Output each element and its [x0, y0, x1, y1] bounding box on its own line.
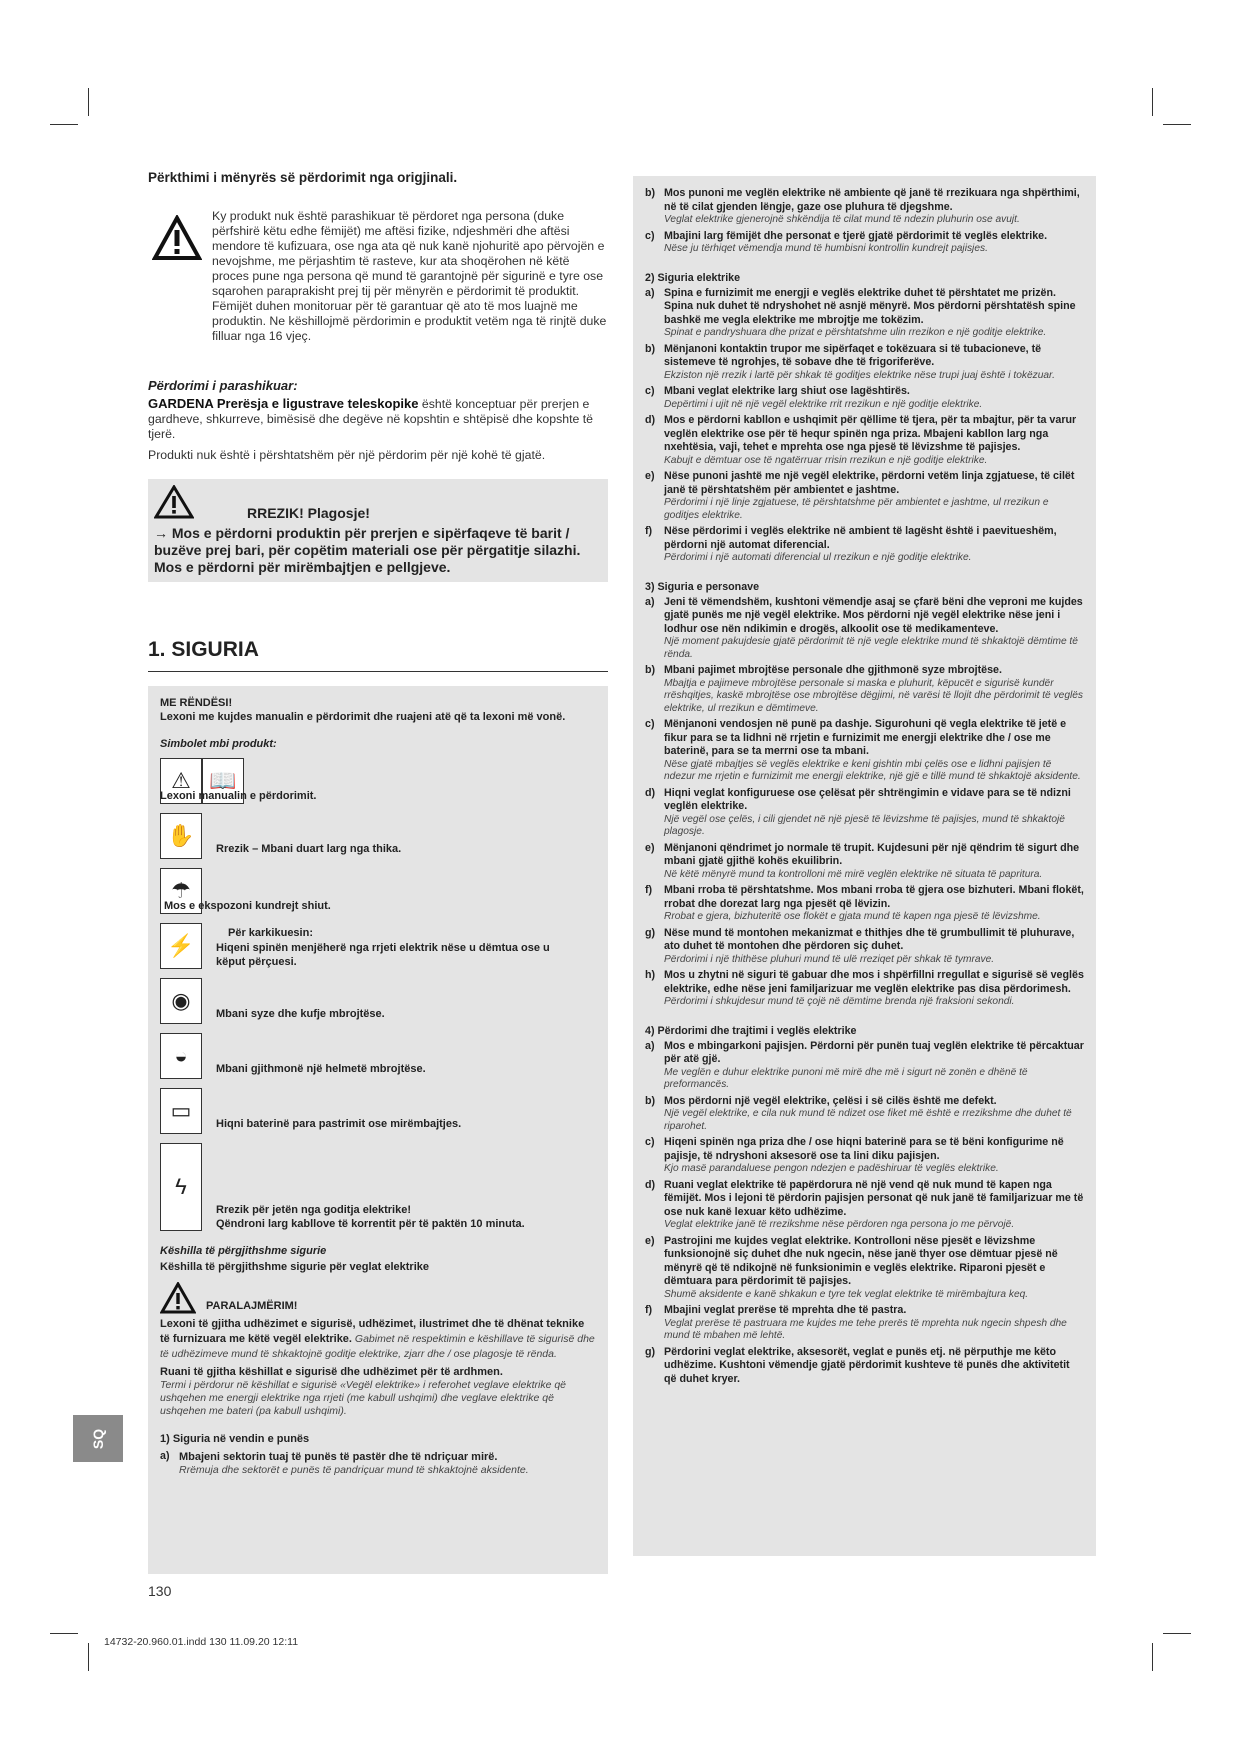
symbol-text-group [216, 1203, 525, 1231]
item-bold: Nëse mund të montohen mekanizmat e thithjes dhe të grumbullimit të pluhurave, ato duhet të montohen dhe përdoren siç duhet. [664, 926, 1075, 952]
item-italic: Veglat elektrike gjenerojnë shkëndija të cilat mund të ndezin pluhurin ose avujt. [664, 214, 1020, 225]
item-italic: Depërtimi i ujit në një vegël elektrike rrit rrezikun e një goditje elektrike. [664, 398, 983, 410]
symbol-text: Hiqeni spinën menjëherë nga rrjeti elektrik nëse u dëmtua ose u këput përçuesi. [216, 942, 550, 968]
symbol-row [160, 978, 596, 1028]
intended-use-heading: Përdorimi i parashikuar: [148, 378, 298, 393]
list-item [645, 287, 1084, 340]
warning-italic: Gabimet në respektimin e këshillave të sigurisë dhe të udhëzimeve mund të shkaktojnë goditje elektrike, zjarr dhe / ose plagosje të rënda. [160, 1333, 595, 1360]
crop-mark [50, 1633, 78, 1634]
item-label: c) [645, 385, 655, 397]
item-bold: Mbajini larg fëmijët dhe personat e tjerë gjatë përdorimit të veglës elektrike. [664, 229, 1048, 242]
item-bold: Mos e përdorni kabllon e ushqimit për qëllime të tjera, për ta mbajtur, për ta varur veglën elektrike ose për të hequr spinën nga priza. Mbajeni kabllon larg nga nxehtësia, vaji, tehet e mprehta ose nga pjesë të lëvizshme të pajisjes. [664, 414, 1077, 453]
item-bold: Mbajeni sektorin tuaj të punës të pastër dhe të ndriçuar mirë. [179, 1451, 498, 1463]
item-label: d) [645, 786, 656, 799]
list-item [645, 969, 1084, 1009]
danger-heading: RREZIK! Plagosje! [247, 505, 370, 521]
crop-mark [88, 88, 89, 116]
warning-bold: Lexoni të gjitha udhëzimet e sigurisë, udhëzimet, ilustrimet dhe të dhënat teknike të furnizuara me këtë vegël elektrike. [160, 1318, 585, 1345]
item-italic: Një moment pakujdesie gjatë përdorimit të një vegle elektrike mund të shkaktojë dëmtime të rënda. [664, 636, 1078, 660]
list-item [645, 385, 1084, 411]
item-bold: Mos përdorni një vegël elektrike, çelësi i së cilës është me defekt. [664, 1094, 997, 1107]
important-label: ME RËNDËSI! [160, 697, 233, 709]
symbol-row [160, 1143, 596, 1235]
item-italic: Mbajtja e pajimeve mbrojtëse personale si maska e pluhurit, këpucët e sigurisë kundër rrëshqitjes, kaskë mbrojtëse ose mbrojtëse dëgjimi, në varësi të llojit dhe përdorimit të veglës elektrike, ul rrezikun e dëmtimeve. [664, 677, 1084, 714]
item-bold: Spina e furnizimit me energji e veglës elektrike duhet të përshtatet me prizën. Spina nuk duhet të ndryshohet në asnjë mënyrë. Mos përdorni përshtatësh spine bashkë me vegla elektrike me mbrojtje me tokëzim. [664, 286, 1076, 326]
crop-mark [1163, 124, 1191, 125]
item-italic: Kjo masë parandaluese pengon ndezjen e padëshiruar të veglës elektrike. [664, 1163, 999, 1174]
keep-hands-away-icon: ✋ [160, 813, 202, 859]
item-bold: Hiqni veglat konfiguruese ose çelësat për shtrëngimin e vidave para se të ndizni veglën elektrike. [664, 786, 1071, 812]
danger-box [148, 479, 608, 582]
page-number: 130 [148, 1583, 172, 1599]
warning-triangle-icon: ⚠ [160, 758, 202, 804]
crop-mark [1163, 1633, 1191, 1634]
intended-use-note: Produkti nuk është i përshtatshëm për një përdorim për një kohë të gjatë. [148, 448, 546, 462]
list-item [645, 1235, 1084, 1302]
danger-text [154, 525, 594, 576]
list-item [645, 1095, 1084, 1134]
symbol-text: Mos e ekspozoni kundrejt shiut. [164, 900, 331, 912]
list-item [645, 1040, 1084, 1092]
crop-mark [1152, 1643, 1153, 1671]
item-label: f) [645, 884, 653, 896]
arrow-icon: → [154, 525, 168, 541]
subsection-heading: 4) Përdorimi dhe trajtimi i veglës elektrike [645, 1024, 857, 1037]
list-item [645, 1136, 1084, 1176]
intended-use-text [148, 396, 608, 442]
item-italic: Spinat e pandryshuara dhe prizat e përshtatshme ulin rrezikon e një goditje elektrike. [664, 327, 1047, 338]
crop-mark [50, 124, 78, 125]
read-manual-icon: 📖 [202, 758, 244, 804]
item-bold: Mos e mbingarkoni pajisjen. Përdorni për punën tuaj veglën elektrike të përcaktuar për atë gjë. [664, 1039, 1084, 1065]
symbol-row [160, 1033, 596, 1083]
warning-triangle-icon [160, 1282, 196, 1314]
item-italic: Me veglën e duhur elektrike punoni më mirë dhe më i sigurt në zonën e dhënë të preformancës. [664, 1066, 1028, 1090]
list-item [645, 414, 1084, 467]
item-label: d) [645, 414, 656, 426]
item-label: f) [645, 1304, 653, 1316]
warning-triangle-icon [154, 485, 194, 519]
symbol-text: Rrezik për jetën nga goditja elektrike! [216, 1204, 412, 1216]
symbol-row [160, 1088, 596, 1138]
item-italic: Kabujt e dëmtuar ose të ngatërruar rrisin rrezikun e një goditje elektrike. [664, 454, 988, 466]
item-label: h) [645, 969, 656, 981]
important-text: Lexoni me kujdes manualin e përdorimit dhe ruajeni atë që ta lexoni më vonë. [160, 711, 566, 723]
no-rain-icon: ☂ [160, 868, 202, 914]
item-italic: Përdorimi i shkujdesur mund të çojë në dëmtime brenda një fraksioni sekondi. [664, 996, 1015, 1007]
item-bold: Jeni të vëmendshëm, kushtoni vëmendje asaj se çfarë bëni dhe veproni me kujdes gjatë punës me një vegël elektrike. Mos përdorni një vegël elektrike nëse jeni i lodhur ose nën ndikimin e drogës, alkoolit ose të medikamenteve. [664, 595, 1083, 635]
item-label: d) [645, 1178, 656, 1191]
item-bold: Hiqeni spinën nga priza dhe / ose hiqni baterinë para se të bëni konfigurime në pajisje, të ndryshoni aksesorë ose ta lini diku pajisjen. [664, 1136, 1064, 1162]
brand-product: GARDENA Prerësja e ligustrave teleskopike [148, 396, 419, 411]
helmet-icon: ◒ [160, 1033, 202, 1079]
item-label: a) [645, 595, 655, 608]
item-italic: Në këtë mënyrë mund ta kontrolloni më mirë veglën elektrike në situata të papritura. [664, 868, 1043, 880]
crop-mark [88, 1643, 89, 1671]
item-bold: Mos punoni me veglën elektrike në ambiente që janë të rrezikuara nga shpërthimi, në të cilat gjenden lëngje, gaze ose pluhura të djegshme. [664, 187, 1080, 213]
item-italic: Ekziston një rrezik i lartë për shkak të goditjes elektrike nëse trupi juaj është i tokëzuar. [664, 369, 1055, 381]
section-divider [148, 671, 608, 672]
symbol-text: Lexoni manualin e përdorimit. [160, 790, 317, 802]
item-label: f) [645, 525, 653, 537]
workplace-item [160, 1450, 596, 1477]
item-italic: Veglat elektrike janë të rrezikshme nëse përdoren nga persona jo me përvojë. [664, 1219, 1015, 1230]
list-item [645, 525, 1084, 565]
list-item [645, 842, 1084, 882]
left-column [148, 170, 608, 1574]
general-sub: Këshilla të përgjithshme sigurie për veglat elektrike [160, 1261, 429, 1273]
symbol-row [160, 868, 596, 918]
item-label: g) [645, 926, 656, 939]
list-item [645, 927, 1084, 967]
item-bold: Mos u zhytni në siguri të gabuar dhe mos i shpërfillni rregullat e sigurisë së veglës elektrike, edhe nëse jeni familjarizuar me veglën elektrike pas disa përdorimesh. [664, 969, 1084, 995]
cable-damage-icon: ⚡ [160, 923, 202, 969]
warning-label: PARALAJMËRIM! [206, 1300, 298, 1312]
list-item [645, 787, 1084, 839]
item-bold: Mbajini veglat prerëse të mprehta dhe të pastra. [664, 1304, 907, 1316]
item-label: b) [645, 664, 656, 676]
item-label: a) [645, 1039, 655, 1052]
list-item [645, 1304, 1084, 1343]
danger-body: Mos e përdorni produktin për prerjen e sipërfaqeve të barit / buzëve prej bari, për copëtim materiali ose për përgatitje silazhi. Mos e përdorni për mirëmbajtjen e pellgjeve. [154, 525, 581, 575]
general-heading: Këshilla të përgjithshme sigurie [160, 1245, 327, 1257]
list-item [645, 343, 1084, 383]
item-bold: Mënjanoni vendosjen në punë pa dashje. Sigurohuni që vegla elektrike të jetë e fikur para se ta lidhni në rrjetin e furnizimit me energji elektrike dhe / ose me baterinë, para se ta merrni ose ta mbani. [664, 718, 1067, 757]
item-label: a) [645, 286, 655, 299]
intended-use-body: është konceptuar për prerjen e gardheve, shkurreve, bimësisë dhe degëve në kopshtin e shtëpisë dhe kopshte të tjerë. [148, 397, 594, 441]
right-column-content [633, 176, 1096, 1392]
remove-battery-icon: ▭ [160, 1088, 202, 1134]
print-footer: 14732-20.960.01.indd 130 11.09.20 12:11 [104, 1636, 299, 1648]
list-item [645, 1179, 1084, 1232]
item-bold: Nëse punoni jashtë me një vegël elektrike, përdorni vetëm linja zgjatuese, të cilët janë të përshtatshëm për ambientet e jashtme. [664, 470, 1075, 496]
workplace-heading: 1) Siguria në vendin e punës [160, 1433, 310, 1445]
intro-text: Ky produkt nuk është parashikuar të përdoret nga persona (duke përfshirë këtu edhe fëmijët) me aftësi fizike, ndjeshmëri dhe aftësi mendore të kufizuara, ose nga ata që nuk kanë njohuritë apo përvojën e nevojshme, me përjashtim të rasteve, kur ata shoqërohen në këtë proces pune nga persona që mund të garantojnë për sigurinë e tyre ose sqarohen paraprakisht prej tij për mënyrën e përdorimit të produktit. Fëmijët duhen monitoruar për të garantuar që ato të mos luajnë me produktin. Ne këshillojmë përdorimin e produktit vetëm nga të rinjtë duke filluar nga 16 vjeç. [212, 209, 607, 343]
item-bold: Pastrojini me kujdes veglat elektrike. Kontrolloni nëse pjesët e lëvizshme funksionojnë siç duhet dhe nuk ngecin, nëse janë thyer ose dëmtuar pjesë në mënyrë që të ndikojnë në funksionimin e veglës elektrike. Riparoni pjesët e dëmtuara para përdorimit të pajisjes. [664, 1234, 1058, 1287]
list-item [645, 1346, 1084, 1387]
power-line-icon: ϟ [160, 1143, 202, 1231]
item-italic: Nëse ju tërhiqet vëmendja mund të humbisni kontrollin kundrejt pajisjes. [664, 243, 988, 254]
symbol-text: Hiqni baterinë para pastrimit ose mirëmbajtjes. [216, 1118, 462, 1130]
list-item [645, 884, 1084, 924]
item-label: b) [645, 1094, 656, 1107]
warning-text [160, 1316, 596, 1361]
crop-mark [1152, 88, 1153, 116]
list-item [645, 596, 1084, 662]
safety-box [148, 686, 608, 1574]
list-item [645, 187, 1084, 227]
item-bold: Mbani pajimet mbrojtëse personale dhe gjithmonë syze mbrojtëse. [664, 664, 1002, 676]
item-italic: Shumë aksidente e kanë shkakun e tyre tek veglat elektrike të mirëmbajtura keq. [664, 1288, 1029, 1300]
item-label: e) [645, 841, 655, 854]
symbol-row [160, 813, 596, 863]
item-label: b) [645, 187, 656, 199]
right-column [633, 176, 1096, 1556]
intro-warning [148, 209, 608, 344]
translation-note: Përkthimi i mënyrës së përdorimit nga origjinali. [148, 170, 458, 185]
item-label: c) [645, 1136, 655, 1148]
item-label: c) [645, 229, 655, 242]
language-code: SQ [89, 1428, 106, 1449]
item-bold: Përdorini veglat elektrike, aksesorët, veglat e punës etj. në përputhje me këto udhëzime. Kushtoni vëmendje gjatë përdorimit kushteve të punës dhe aktivitetit që duhet kryer. [664, 1345, 1070, 1385]
item-italic: Veglat prerëse të pastruara me kujdes me tehe prerës të mprehta nuk ngecin shpesh dhe mund të mbahen më lehtë. [664, 1317, 1067, 1341]
list-item [645, 718, 1084, 784]
symbols-heading: Simbolet mbi produkt: [160, 738, 277, 750]
item-bold: Ruani veglat elektrike të papërdorura në një vend që nuk mund të kapen nga fëmijët. Mos i lejoni të përdorin pajisjen personat që nuk janë të familjarizuar me të ose nuk kanë lexuar këto udhëzime. [664, 1178, 1084, 1218]
item-label: a) [160, 1450, 170, 1462]
item-italic: Rrobat e gjera, bizhuteritë ose flokët e gjata mund të kapen nga pjesë të lëvizshme. [664, 911, 1041, 922]
item-label: b) [645, 342, 656, 355]
symbol-row [160, 923, 596, 973]
item-label: e) [645, 470, 655, 482]
item-bold: Nëse përdorimi i veglës elektrike në ambient të lagësht është i paevitueshëm, përdorni një automat diferencial. [664, 525, 1057, 551]
list-item [645, 664, 1084, 715]
item-label: e) [645, 1234, 655, 1247]
item-italic: Nëse gjatë mbajtjes së veglës elektrike e keni gishtin mbi çelës ose e lidhni pajisjen të ndezur me rrjetin e furnizimit me energji elektrike, një gjë e tillë mund të shkaktojë aksidente. [664, 758, 1081, 782]
item-italic: Përdorimi i një linje zgjatuese, të përshtatshme për ambientet e jashtme, ul rrezikun e goditjes elektrike. [664, 497, 1049, 521]
symbol-text: Mbani syze dhe kufje mbrojtëse. [216, 1008, 385, 1020]
item-italic: Përdorimi i një automati diferencial ul rrezikun e një goditje elektrike. [664, 552, 972, 563]
item-bold: Mënjanoni kontaktin trupor me sipërfaqet e tokëzuara si të tubacioneve, të sistemeve të ngrohjes, të sobave dhe të frigoriferëve. [664, 342, 1042, 368]
subsection-heading: 3) Siguria e personave [645, 580, 760, 593]
language-tab [73, 1415, 123, 1462]
symbol-text: Rrezik – Mbani duart larg nga thika. [216, 843, 402, 855]
symbol-text-head: Për karkikuesin: [228, 927, 313, 939]
item-italic: Përdorimi i një thithëse pluhuri mund të ulë rreziqet për shkak të tymrave. [664, 953, 995, 965]
item-italic: Një vegël ose çelës, i cili gjendet në një pjesë të lëvizshme të pajisjes, mund të shkaktojë plagosje. [664, 813, 1065, 837]
item-label: g) [645, 1345, 656, 1358]
warning-triangle-icon [152, 215, 202, 261]
item-bold: Mënjanoni qëndrimet jo normale të trupit. Kujdesuni për një qëndrim të sigurt dhe mbani gjatë gjithë kohës ekuilibrin. [664, 841, 1080, 867]
list-item [645, 230, 1084, 256]
list-item [645, 470, 1084, 522]
item-bold: Mbani rroba të përshtatshme. Mos mbani rroba të gjera ose bizhuteri. Mbani flokët, rrobat dhe dorezat larg nga pjesët që lëvizin. [664, 884, 1084, 910]
subsection-heading: 2) Siguria elektrike [645, 271, 741, 284]
item-italic: Një vegël elektrike, e cila nuk mund të ndizet ose fiket më është e rrezikshme dhe duhet të riparohet. [664, 1108, 1072, 1132]
warning-row [160, 1282, 596, 1316]
item-bold: Mbani veglat elektrike larg shiut ose lagështirës. [664, 385, 910, 397]
symbol-row [160, 758, 596, 808]
goggles-icon: ◉ [160, 978, 202, 1024]
item-italic: Rrëmuja dhe sektorët e punës të pandriçuar mund të shkaktojnë aksidente. [179, 1464, 529, 1476]
keep-italic: Termi i përdorur në këshillat e sigurisë «Vegël elektrike» i referohet veglave elektrike që ushqehen me energji elektrike nga rrjeti (me kabull ushqimi) dhe veglave elektrike që ushqehen me bateri (pa kabull ushqimi). [160, 1379, 567, 1417]
symbol-text: Mbani gjithmonë një helmetë mbrojtëse. [216, 1063, 426, 1075]
symbol-text-2: Qëndroni larg kabllove të korrentit për të paktën 10 minuta. [216, 1218, 525, 1230]
keep-bold: Ruani të gjitha këshillat e sigurisë dhe udhëzimet për të ardhmen. [160, 1366, 503, 1378]
section-title: 1. SIGURIA [148, 638, 259, 661]
item-label: c) [645, 718, 655, 730]
